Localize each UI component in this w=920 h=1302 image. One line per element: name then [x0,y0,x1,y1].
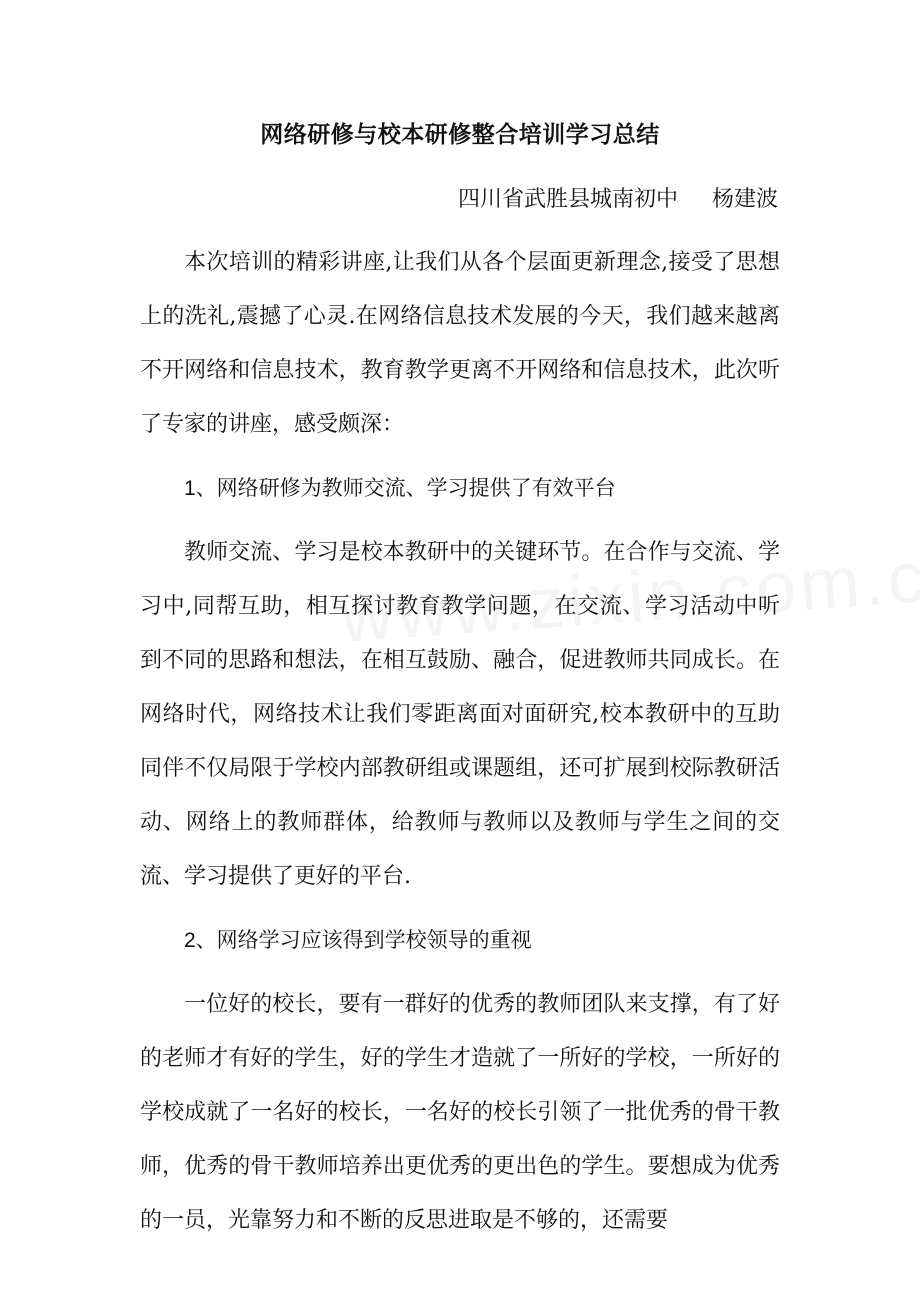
document-title: 网络研修与校本研修整合培训学习总结 [260,121,660,148]
section-heading-2: 2、网络学习应该得到学校领导的重视 [184,929,532,952]
paragraph-section-1: 教师交流、学习是校本教研中的关键环节。在合作与交流、学习中,同帮互助，相互探讨教育教学问题，在交流、学习活动中听到不同的思路和想法，在相互鼓励、融合，促进教师共同成长。在网络时代，网络技术让我们零距离面对面研究,校本教研中的互助同伴不仅局限于学校内部教研组或课题组，还可扩展到校际教研活动、网络上的教师群体，给教师与教师以及教师与学生之间的交流、学习提供了更好的平台. [140,540,780,889]
paragraph-intro: 本次培训的精彩讲座,让我们从各个层面更新理念,接受了思想上的洗礼,震撼了心灵.在网络信息技术发展的今天，我们越来越离不开网络和信息技术，教育教学更离不开网络和信息技术，此次听了专家的讲座，感受颇深： [140,250,780,437]
author-line [458,182,778,213]
document-body [140,236,780,1248]
author-school: 四川省武胜县城南初中 [457,187,678,212]
section-heading-1: 1、网络研修为教师交流、学习提供了有效平台 [184,477,616,500]
paragraph-section-2: 一位好的校长，要有一群好的优秀的教师团队来支撑，有了好的老师才有好的学生，好的学生才造就了一所好的学校，一所好的学校成就了一名好的校长，一名好的校长引领了一批优秀的骨干教师，优秀的骨干教师培养出更优秀的更出色的学生。要想成为优秀的一员，光靠努力和不断的反思进取是不够的，还需要 [140,992,780,1233]
author-name: 杨建波 [711,187,778,212]
